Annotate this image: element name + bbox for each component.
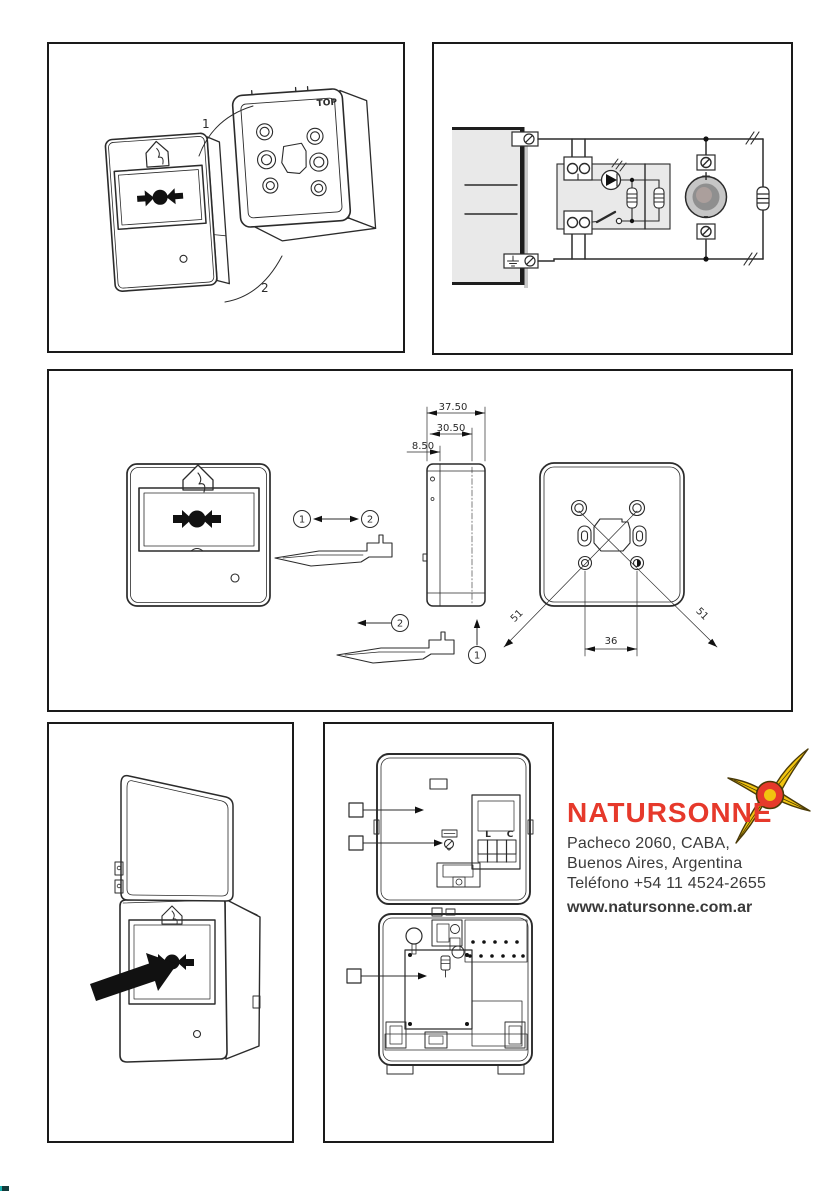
reset-key-drawing [275, 535, 392, 566]
terminal-c-label: C [506, 830, 514, 840]
address-line-2: Buenos Aires, Argentina [567, 855, 743, 872]
callout-box-2 [349, 836, 443, 850]
dim-hole-spacing: 36 [604, 636, 618, 647]
side-view-drawing [423, 464, 485, 606]
brand-website: www.natursonne.com.ar [567, 899, 753, 916]
panel-exploded-view [47, 42, 405, 353]
address-line-3: Teléfono +54 11 4524-2655 [567, 875, 767, 892]
callout-1-side-label: 1 [473, 650, 481, 662]
sounder-symbol [686, 155, 727, 239]
eol-resistor-icon [757, 187, 769, 210]
front-view-drawing [127, 464, 270, 606]
hinged-cover [115, 776, 233, 901]
address-line-1: Pacheco 2060, CABA, [567, 835, 731, 852]
dim-cover-depth: 8.50 [411, 441, 435, 452]
resistor-icon [654, 188, 664, 208]
call-point-drawing [105, 132, 229, 292]
callout-2-label: 2 [261, 281, 269, 295]
panel-dimension-drawings [47, 369, 793, 712]
panel-activation-view [47, 722, 294, 1143]
internal-views-drawing [325, 724, 552, 1141]
callout-2-label: 2 [366, 514, 374, 526]
call-point-module-symbol [557, 157, 670, 234]
print-registration-mark [0, 1186, 9, 1191]
panel-terminal-top [512, 132, 538, 146]
dim-total-depth: 37.50 [438, 402, 468, 413]
sounder-minus-label: - [703, 210, 709, 225]
dim-body-depth: 30.50 [436, 423, 466, 434]
press-here-glyph [173, 510, 221, 528]
panel-internal-views [323, 722, 554, 1143]
dimension-drawing [49, 371, 791, 710]
activation-drawing [49, 724, 292, 1141]
reset-key-drawing [337, 632, 454, 663]
callout-1-label: 1 [298, 514, 306, 526]
dim-diag-left: 51 [508, 607, 526, 625]
pcb-drawing [405, 950, 472, 1029]
callout-keys-upper [294, 511, 379, 528]
depth-dimensions [407, 407, 485, 461]
panel-wiring-diagram [432, 42, 793, 355]
callout-box-3 [347, 969, 427, 983]
callout-2-lower-label: 2 [396, 618, 404, 630]
brand-logo-text: NATURSONNE [567, 797, 773, 828]
resistor-icon [627, 188, 637, 208]
wiring-diagram-drawing [434, 44, 791, 353]
dim-diag-right: 51 [693, 605, 711, 623]
exploded-view-drawing [49, 44, 403, 351]
callout-box-1 [349, 803, 424, 817]
rear-view-drawing [374, 754, 533, 904]
panel-terminal-bottom [504, 254, 538, 268]
interior-view-drawing [379, 908, 532, 1074]
vent-dots [468, 940, 525, 958]
diagonal-dimensions [504, 511, 717, 656]
top-marking: TOP [316, 97, 338, 110]
back-view-drawing [540, 463, 684, 606]
sounder-plus-label: + [700, 169, 712, 183]
back-box-drawing [232, 83, 376, 244]
brand-address [567, 834, 766, 894]
terminal-l-label: L [485, 830, 491, 840]
callout-1-label: 1 [202, 117, 210, 131]
